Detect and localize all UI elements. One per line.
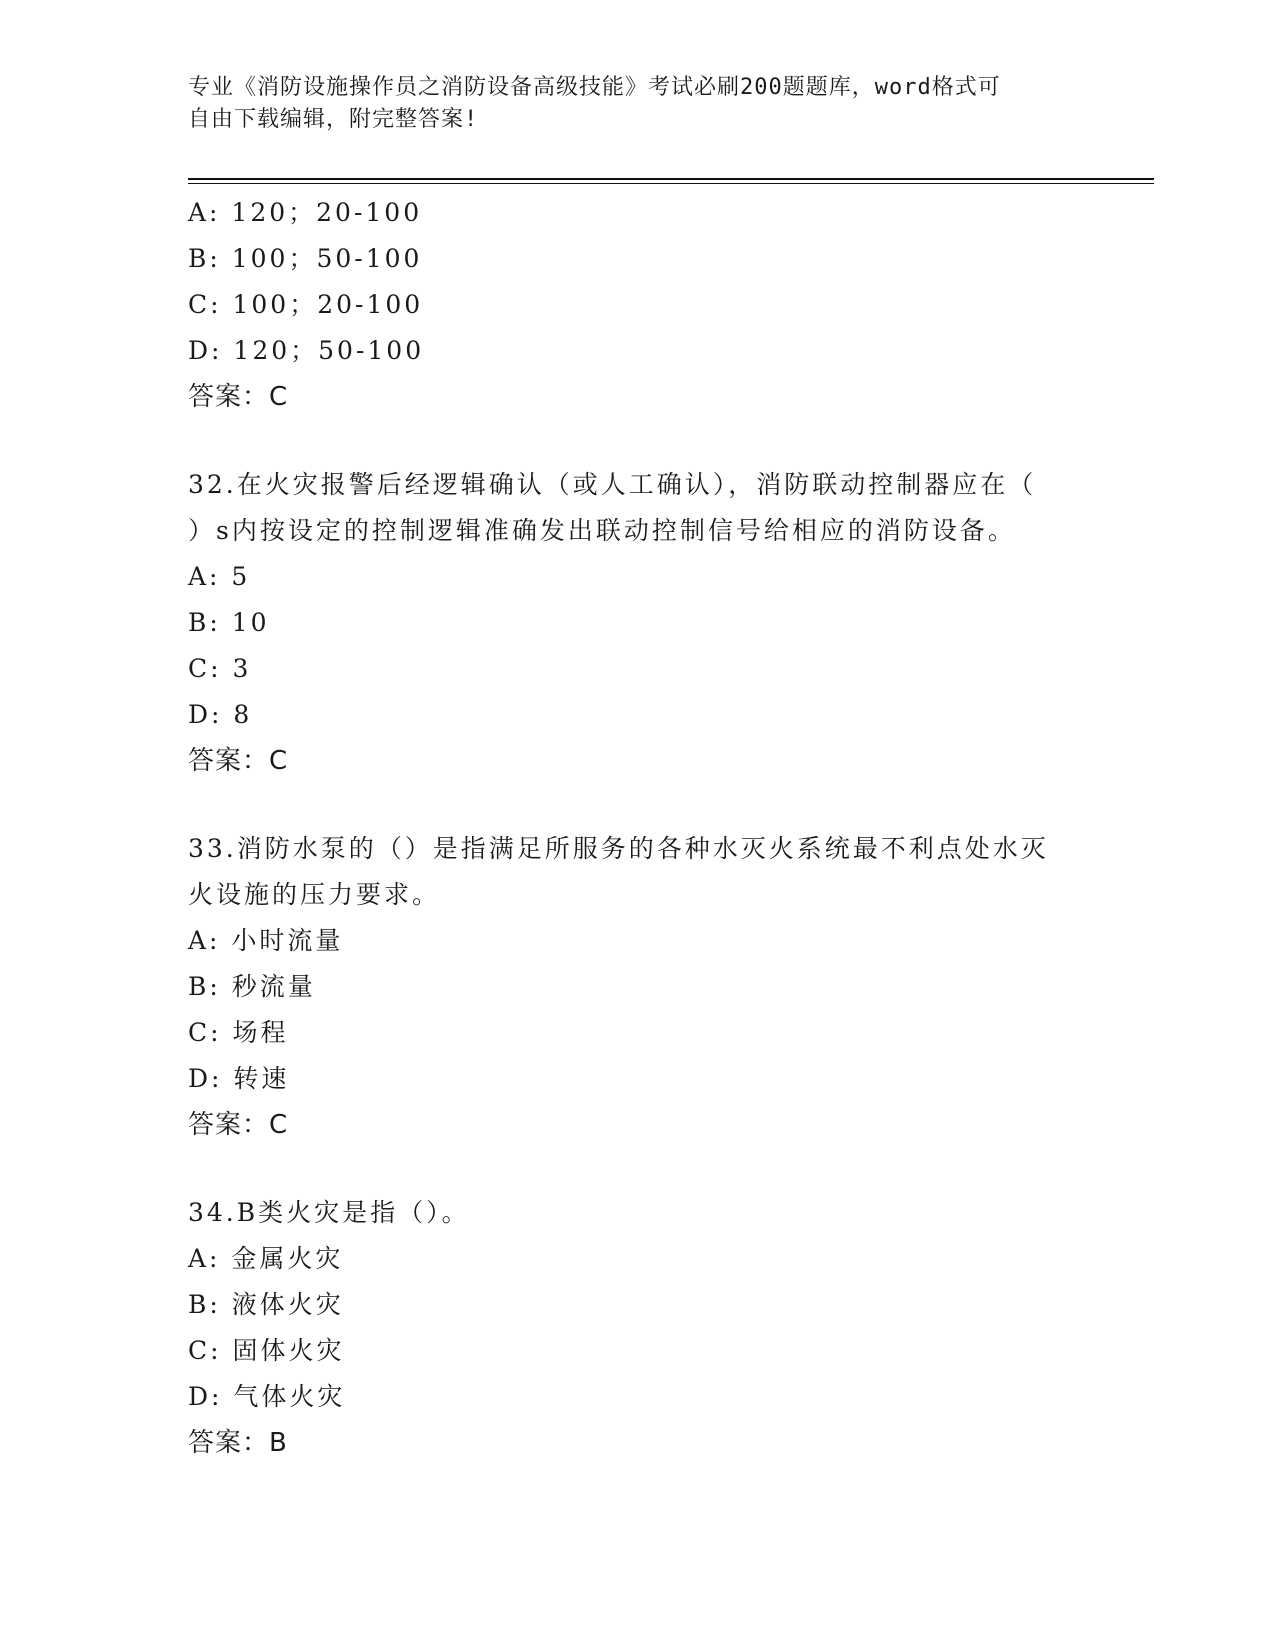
question-list (188, 190, 1088, 1466)
option-a: A: 金属火灾 (188, 1244, 344, 1273)
question-34 (188, 1190, 1088, 1466)
spacer (188, 1148, 1088, 1190)
question-33 (188, 826, 1088, 1148)
spacer (188, 420, 1088, 462)
answer-line: 答案：B (188, 1428, 288, 1458)
option-c: C: 3 (188, 654, 252, 683)
question-text-line-1: 33.消防水泵的（）是指满足所服务的各种水灭火系统最不利点处水灭 (188, 834, 1049, 863)
question-text-line-2: 火设施的压力要求。 (188, 880, 441, 909)
option-b: B: 100；50-100 (188, 244, 423, 273)
document-header (188, 72, 1068, 136)
header-divider (188, 178, 1154, 184)
answer-line: 答案：C (188, 382, 289, 412)
option-b: B: 秒流量 (188, 972, 316, 1001)
spacer (188, 784, 1088, 826)
option-a: A: 120；20-100 (188, 198, 423, 227)
question-text-line-2: ）s内按设定的控制逻辑准确发出联动控制信号给相应的消防设备。 (188, 516, 1016, 545)
option-a: A: 小时流量 (188, 926, 344, 955)
question-31-options (188, 190, 1088, 420)
option-c: C: 固体火灾 (188, 1336, 345, 1365)
answer-line: 答案：C (188, 746, 289, 776)
option-d: D: 120；50-100 (188, 336, 425, 365)
question-32 (188, 462, 1088, 784)
header-title-line-2: 自由下载编辑，附完整答案! (188, 107, 479, 132)
option-a: A: 5 (188, 562, 251, 591)
option-b: B: 液体火灾 (188, 1290, 344, 1319)
option-d: D: 8 (188, 700, 253, 729)
option-c: C: 100；20-100 (188, 290, 424, 319)
option-d: D: 转速 (188, 1064, 290, 1093)
question-text-line-1: 32.在火灾报警后经逻辑确认（或人工确认），消防联动控制器应在（ (188, 470, 1037, 499)
header-title-line-1: 专业《消防设施操作员之消防设备高级技能》考试必刷200题题库，word格式可 (188, 75, 1001, 100)
question-text-line-1: 34.B类火灾是指（）。 (188, 1198, 470, 1227)
option-c: C: 场程 (188, 1018, 289, 1047)
option-d: D: 气体火灾 (188, 1382, 346, 1411)
answer-line: 答案：C (188, 1110, 289, 1140)
option-b: B: 10 (188, 608, 270, 637)
